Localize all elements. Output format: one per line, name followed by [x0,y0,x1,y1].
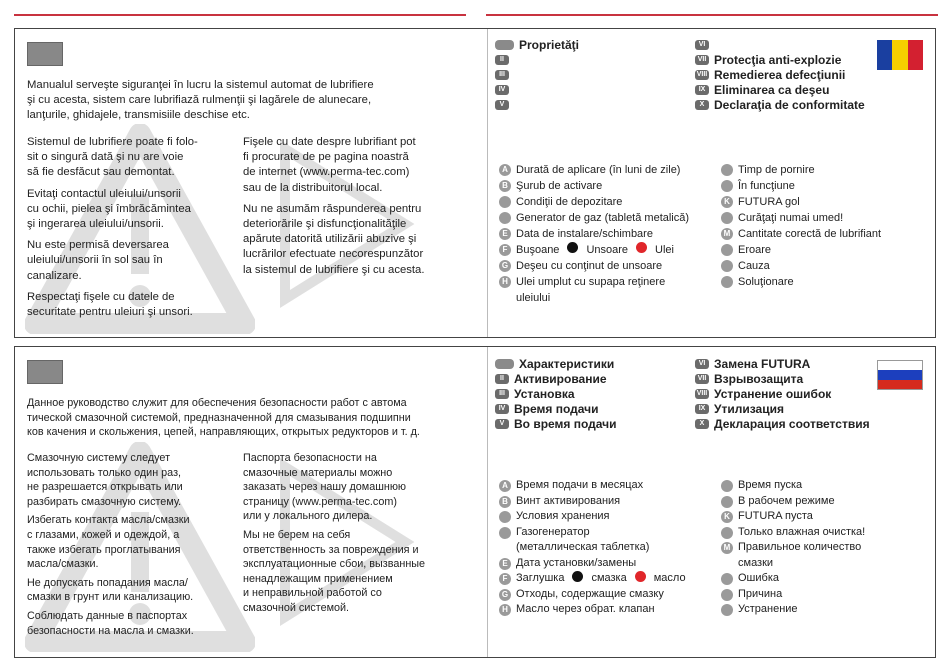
intro-text: Данное руководство служит для обеспечения безопасности работ с автома тической смазочной системой, предназначенной для смазывания подшипни ков качения и скольжения, цепей, направляющих, открытых редукторов и т. д. [27,397,420,439]
toc-item: III Установка [495,386,617,401]
legend-item: G Deşeu cu conţinut de unsoare [499,258,689,274]
legend-item: B Винт активирования [499,494,686,510]
toc-item: VI [695,37,865,52]
toc-item: V [495,97,579,112]
legend-item: В рабочем режиме [721,494,865,510]
legend-item: Eroare [721,242,881,258]
legend-item: K FUTURA gol [721,194,881,210]
toc-right [695,356,870,431]
legend-item: A Время подачи в месяцах [499,478,686,494]
toc-item: IX Eliminarea ca deşeu [695,82,865,97]
toc-item: III [495,67,579,82]
legend-item: Cauza [721,258,881,274]
legend-item: În funcţiune [721,178,881,194]
toc-item: VIII Устранение ошибок [696,386,832,401]
legend-item: H Ulei umplut cu supapa reţinere [499,274,689,290]
legend-item: E Дата установки/замены [499,556,686,572]
legend-item: Только влажная очистка! [721,525,865,541]
toc-item: V Во время подачи [495,416,617,431]
legend-item: (металлическая таблетка) [516,541,650,553]
legend-item: M Cantitate corectă de lubrifiant [721,226,881,242]
legend-item: Условия хранения [499,509,686,525]
safety-text-left: Sistemul de lubrifiere poate fi folo- sit o singură dată şi nu are voie să fie desfăcut sau demontat. Evitaţi contactul uleiului/unsorii cu ochii, pielea şi îmbrăcămintea şi ingerarea uleiului/unsorii. Nu este permisă deversarea uleiului/unsorii în sol sau în canalizare. Respectaţi fişele cu datele de securitate pentru uleiuri şi unsori. [27,136,198,319]
legend-item: F Заглушка смазка масло [499,571,686,587]
legend-item: Timp de pornire [721,162,881,178]
legend-item: H Масло через обрат. клапан [499,602,686,618]
top-rule-right [486,14,938,16]
legend-item: Generator de gaz (tabletă metalică) [499,210,689,226]
top-rule-left [14,14,466,16]
legend-item: A Durată de aplicare (în luni de zile) [499,162,689,178]
section-marker [27,360,63,384]
toc-item: IV [495,82,579,97]
legend-item: G Отходы, содержащие смазку [499,587,686,603]
legend-item: E Data de instalare/schimbare [499,226,689,242]
toc-item: IV Время подачи [495,401,617,416]
legend-left [499,162,689,306]
toc-item: VII Взрывозащита [695,371,870,386]
legend-item: M Правильное количество [721,540,865,556]
legend-item: Curăţaţi numai umed! [721,210,881,226]
russian-section [14,346,936,658]
toc-left [495,37,579,112]
toc-item: X Декларация соответствия [695,416,870,431]
black-dot-icon [572,571,583,582]
legend-left [499,478,686,618]
toc-item: VI Замена FUTURA [695,356,870,371]
safety-text-left: Смазочную систему следует использовать только один раз, не разрешается открывать или разбирать смазочную систему. Избегать контакта масла/смазки с глазами, кожей и одеждой, а также избегать проглатывания масла/смазки. Не допускать попадания масла/ смазки в грунт или канализацию. Соблюдать данные в паспортах безопасности на масла и смазки. [27,452,194,637]
toc-item: VIII Remedierea defecţiunii [696,67,846,82]
russia-flag-icon [877,360,923,390]
legend-item: Soluţionare [721,274,881,290]
legend-right [721,478,865,618]
legend-item: Ошибка [721,571,865,587]
intro-text: Manualul serveşte siguranţei în lucru la sistemul automat de lubrifiere şi cu acesta, sistem care lubrifiază rulmenţii şi lagărele de alunecare, lanţurile, ghidajele, transmisiile deschise etc. [27,79,374,122]
safety-text-right: Fişele cu date despre lubrifiant pot fi procurate de pe pagina noastră de internet (www.perma-tec.com) sau de la distribuitorul local. Nu ne asumăm răspunderea pentru deteriorările şi disfuncţionalităţile apărute datorită utilizării abuzive şi lucrărilor efectuate necorespunzător la sistemul de lubrifiere şi cu acesta. [243,136,425,276]
toc-item: II [495,52,579,67]
romanian-section [14,28,936,338]
toc-item: II Активирование [495,371,617,386]
legend-item: F Buşoane Unsoare Ulei [499,242,689,258]
column-divider [487,347,488,657]
legend-item: Причина [721,587,865,603]
toc-item: IX Утилизация [695,401,870,416]
column-divider [487,29,488,337]
legend-right [721,162,881,290]
legend-item: uleiului [516,292,551,304]
safety-text-right: Паспорта безопасности на смазочные материалы можно заказать через нашу домашнюю страницу (www.perma-tec.com) или у локального дилера. Мы не берем на себя ответственность за повреждения и эксплуатационные сбои, вызванные ненадлежащим применением и неправильной работой со смазочной системой. [243,452,426,614]
legend-item: K FUTURA пуста [721,509,865,525]
toc-item: Характеристики [495,356,617,371]
toc-item: VII Protecţia anti-explozie [695,52,865,67]
legend-item: B Şurub de activare [499,178,689,194]
red-dot-icon [635,571,646,582]
legend-item: Время пуска [721,478,865,494]
black-dot-icon [567,242,578,253]
toc-item: Proprietăţi [495,37,579,52]
toc-item: X Declaraţia de conformitate [695,97,865,112]
legend-item: Устранение [721,602,865,618]
legend-item: Газогенератор [499,525,686,541]
red-dot-icon [636,242,647,253]
toc-left [495,356,617,431]
legend-item: смазки [738,556,774,569]
legend-item: Condiţii de depozitare [499,194,689,210]
romania-flag-icon [877,40,923,70]
toc-right [695,37,865,112]
section-marker [27,42,63,66]
